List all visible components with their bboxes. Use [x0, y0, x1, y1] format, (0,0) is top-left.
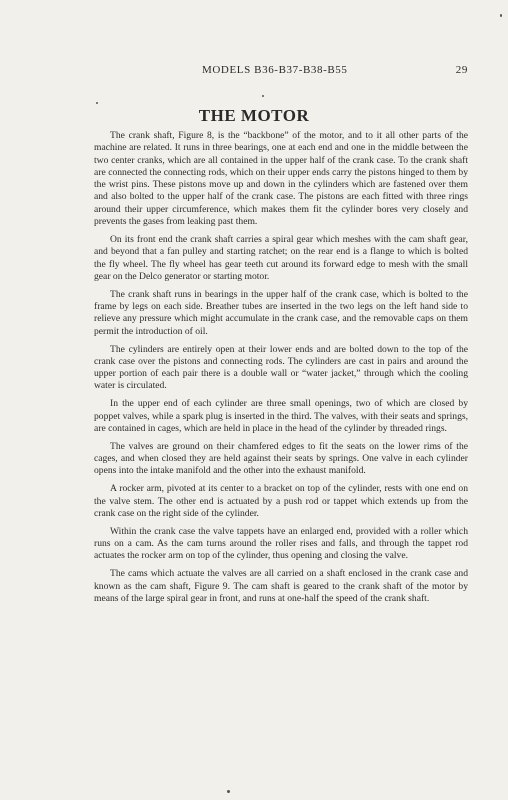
paragraph: The cams which actuate the valves are all carried on a shaft enclosed in the crank case and known as the cam shaft, Figure 9. The cam shaft is geared to the crank shaft of the motor by means of the large spiral gear in front, and runs at one-half the speed of the crank shaft. — [94, 568, 468, 604]
paragraph: A rocker arm, pivoted at its center to a bracket on top of the cylinder, rests with one end on the valve stem. The other end is actuated by a push rod or tappet which extends up from the crank case on the right side of the cylinder. — [94, 483, 468, 519]
page-number: 29 — [455, 64, 468, 76]
paragraph: On its front end the crank shaft carries a spiral gear which meshes with the cam shaft gear, and beyond that a fan pulley and starting ratchet; on the rear end is a flange to which is bolted the fly wheel. The fly wheel has gear teeth cut around its forward edge to mesh with the small gear on the Delco generator or starting motor. — [94, 233, 468, 282]
scan-speck — [96, 102, 98, 104]
paragraph: The valves are ground on their chamfered edges to fit the seats on the lower rims of the cages, and when closed they are held against their seats by springs. One valve in each cylinder opens into the intake manifold and the other into the exhaust manifold. — [94, 440, 468, 477]
paragraph: Within the crank case the valve tappets have an enlarged end, provided with a roller which runs on a cam. As the cam turns around the roller rises and falls, and through the tappet rod actuates the rocker arm on top of the cylinder, thus opening and closing the valve. — [94, 525, 468, 562]
body-text — [94, 130, 468, 611]
paragraph: The crank shaft, Figure 8, is the “backbone” of the motor, and to it all other parts of the machine are related. It runs in three bearings, one at each end and one in the middle between the two center cranks, which are all contained in the upper half of the crank case. To the crank shaft are connected the connecting rods, which on their upper ends carry the pistons hinged to them by the wrist pins. These pistons move up and down in the cylinders which are fastened over them and also bolted to the upper half of the crank case. The pistons are each fitted with three rings around their upper circumference, which makes them fit the cylinder bores very closely and prevents the gases from leaking past them. — [94, 130, 468, 228]
scan-speck — [500, 14, 502, 17]
paragraph: The cylinders are entirely open at their lower ends and are bolted down to the top of the crank case over the pistons and connecting rods. The cylinders are cast in pairs and around the upper portion of each pair there is a double wall or “water jacket,” through which the cooling water is circulated. — [94, 343, 468, 392]
header-title: MODELS B36-B37-B38-B55 — [202, 64, 348, 76]
scan-speck — [227, 790, 230, 793]
paragraph: The crank shaft runs in bearings in the upper half of the crank case, which is bolted to the frame by legs on each side. Breather tubes are inserted in the two legs on the left hand side to relieve any pressure which might accumulate in the crank case, and the removable caps on them permit the introduction of oil. — [94, 288, 468, 337]
section-heading: THE MOTOR — [198, 106, 310, 125]
scan-speck — [262, 95, 264, 97]
paragraph: In the upper end of each cylinder are three small openings, two of which are closed by poppet valves, while a spark plug is inserted in the third. The valves, with their seats and springs, are contained in cages, which are held in place in the head of the cylinder by threaded rings. — [94, 398, 468, 434]
